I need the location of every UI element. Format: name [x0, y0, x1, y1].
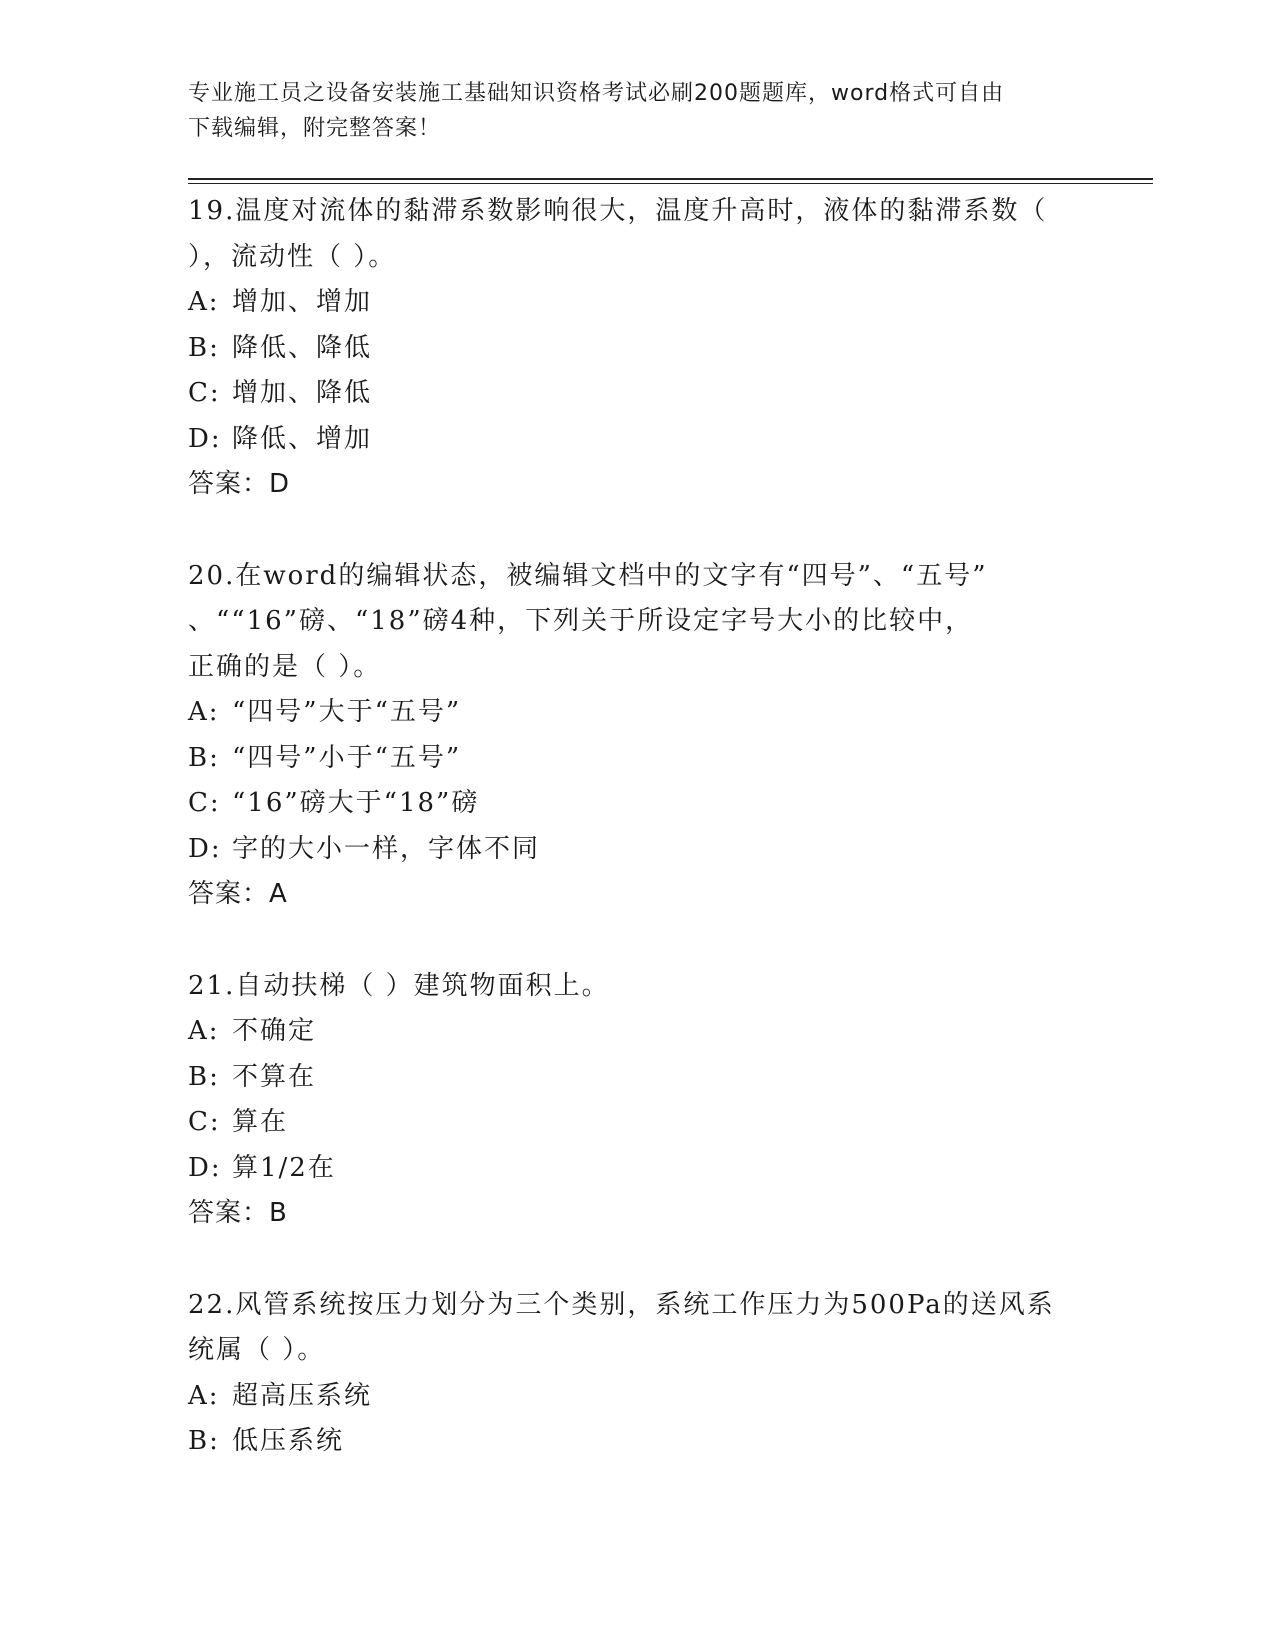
- option-b: [188, 1419, 1088, 1465]
- option-b: [188, 326, 1088, 372]
- option-letter: B:: [188, 1061, 220, 1092]
- answer-line: 答案：D: [188, 469, 291, 499]
- answer-line: 答案：B: [188, 1198, 288, 1228]
- question-text: ），流动性（ ）。: [188, 241, 397, 272]
- question-20: [188, 554, 1088, 918]
- option-a: [188, 1009, 1088, 1055]
- option-a: [188, 280, 1088, 326]
- option-text: 降低、增加: [232, 423, 373, 454]
- header-line-1: 专业施工员之设备安装施工基础知识资格考试必刷200题题库，word格式可自由: [188, 81, 1005, 106]
- option-letter: C:: [188, 378, 221, 408]
- answer-line: 答案：A: [188, 879, 288, 909]
- option-text: 不确定: [232, 1016, 317, 1046]
- header-divider-thick: [188, 178, 1153, 180]
- option-letter: D:: [188, 1152, 222, 1183]
- option-text: 超高压系统: [232, 1380, 373, 1411]
- question-19: [188, 189, 1088, 508]
- option-a: [188, 1374, 1088, 1420]
- option-a: [188, 690, 1088, 736]
- option-c: [188, 781, 1088, 827]
- option-b: [188, 736, 1088, 782]
- question-text: 正确的是（ ）。: [188, 651, 382, 682]
- option-text: 不算在: [232, 1061, 317, 1092]
- option-text: “四号”小于“五号”: [232, 742, 462, 773]
- option-letter: C:: [188, 1107, 221, 1137]
- option-c: [188, 371, 1088, 417]
- option-c: [188, 1100, 1088, 1146]
- question-text: 统属（ ）。: [188, 1335, 326, 1365]
- option-d: [188, 417, 1088, 463]
- option-letter: D:: [188, 423, 222, 454]
- header-line-2: 下载编辑，附完整答案！: [188, 116, 442, 141]
- option-d: [188, 827, 1088, 873]
- option-text: 降低、降低: [232, 332, 373, 363]
- option-letter: A:: [188, 287, 220, 317]
- question-text: 19.温度对流体的黏滞系数影响很大，温度升高时，液体的黏滞系数（: [188, 196, 1048, 226]
- question-22: [188, 1283, 1088, 1465]
- question-text: 20.在word的编辑状态，被编辑文档中的文字有“四号”、“五号”: [188, 560, 988, 591]
- option-text: 增加、降低: [232, 378, 373, 408]
- option-letter: C:: [188, 788, 221, 818]
- option-text: “16”磅大于“18”磅: [232, 788, 480, 818]
- option-d: [188, 1146, 1088, 1192]
- option-text: 低压系统: [232, 1426, 345, 1456]
- option-letter: B:: [188, 1426, 220, 1456]
- option-letter: A:: [188, 1016, 220, 1046]
- question-text: 、““16”磅、“18”磅4种，下列关于所设定字号大小的比较中，: [188, 606, 974, 636]
- option-letter: D:: [188, 833, 222, 864]
- question-text: 21.自动扶梯（ ）建筑物面积上。: [188, 970, 610, 1001]
- option-letter: A:: [188, 697, 220, 727]
- option-text: 增加、增加: [232, 287, 373, 317]
- option-letter: B:: [188, 742, 220, 773]
- option-text: “四号”大于“五号”: [232, 697, 462, 727]
- option-text: 算在: [232, 1107, 289, 1137]
- option-text: 算1/2在: [232, 1152, 336, 1183]
- option-text: 字的大小一样，字体不同: [232, 833, 541, 864]
- document-header: [188, 76, 1088, 146]
- option-letter: A:: [188, 1380, 220, 1411]
- option-b: [188, 1055, 1088, 1101]
- option-letter: B:: [188, 332, 220, 363]
- question-21: [188, 964, 1088, 1237]
- question-list: [188, 189, 1088, 1511]
- header-divider-thin: [188, 183, 1153, 184]
- question-text: 22.风管系统按压力划分为三个类别，系统工作压力为500Pa的送风系: [188, 1289, 1055, 1320]
